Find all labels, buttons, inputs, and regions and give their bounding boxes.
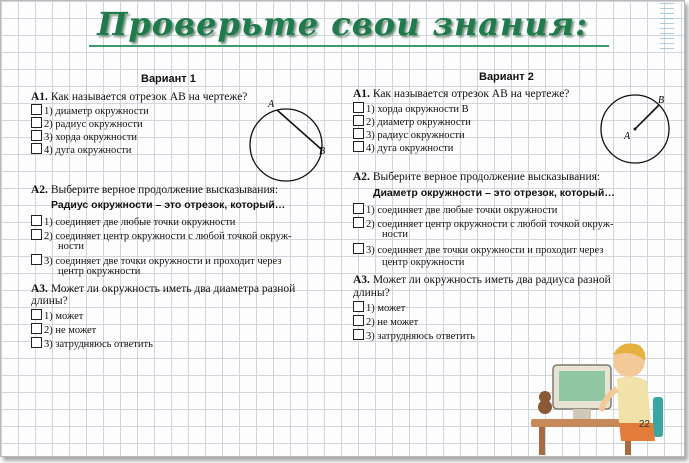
v1-a2-question [31,184,278,196]
v1-a3-question-cont: длины? [31,295,68,307]
checkbox[interactable] [31,229,42,240]
checkbox[interactable] [31,130,42,141]
child-shirt-icon [617,376,651,423]
v2-a3-option-2[interactable] [353,315,418,328]
checkbox[interactable] [353,141,364,152]
checkbox[interactable] [31,337,42,348]
option-label: 1) диаметр окружности [44,106,149,117]
checkbox[interactable] [31,215,42,226]
option-label: 3) затрудняюсь ответить [366,331,475,342]
option-label: 3) радиус окружности [366,130,465,141]
checkbox[interactable] [353,217,364,228]
variant-1-heading: Вариант 1 [141,73,196,85]
option-label: 4) дуга окружности [44,145,132,156]
v2-a2-text: Выберите верное продолжение высказывания: [372,171,601,183]
option-label: 1) соединяет две любые точки окружности [366,205,558,216]
v1-a2-option-2-cont: ности [58,241,84,252]
option-label: 1) соединяет две любые точки окружности [44,217,236,228]
v1-a1-option-2[interactable] [31,117,143,130]
option-label: 1) хорда окружности B [366,104,469,115]
v1-a2-option-3-cont: центр окружности [58,266,141,277]
point-b-label: B [658,95,665,106]
child-at-computer-illustration [521,331,684,456]
v1-circle-diagram [239,97,339,187]
option-label: 2) соединяет центр окружности с любой точкой окруж- [44,231,292,242]
variant-2-heading: Вариант 2 [479,71,534,83]
option-label: 3) затрудняюсь ответить [44,339,153,350]
point-a-label: A [624,131,631,142]
option-label: 2) соединяет центр окружности с любой точкой окруж- [366,219,614,230]
option-label: 3) соединяет две точки окружности и проходит через [366,245,604,256]
v1-a1-number: А1. [31,91,48,103]
v1-a3-option-3[interactable] [31,337,153,350]
monitor-stand-icon [573,409,591,419]
checkbox[interactable] [353,315,364,326]
v1-a3-number: А3. [31,283,48,295]
v1-a1-option-4[interactable] [31,143,131,156]
checkbox[interactable] [31,117,42,128]
checkbox[interactable] [31,254,42,265]
v1-a1-question [31,91,247,103]
checkbox[interactable] [353,102,364,113]
checkbox[interactable] [31,143,42,154]
v2-circle-diagram [587,89,683,169]
checkbox[interactable] [353,243,364,254]
point-b-label: B [319,146,326,157]
v2-a1-question [353,88,569,100]
segment-ab [635,105,659,129]
v1-a3-question [31,283,295,295]
v2-a3-option-3[interactable] [353,329,475,342]
title-underline [89,45,609,47]
v2-a1-option-4[interactable] [353,141,453,154]
v2-a3-number: А3. [353,274,370,286]
v1-a1-option-3[interactable] [31,130,137,143]
checkbox[interactable] [31,323,42,334]
v2-a2-option-2-cont: ности [382,229,408,240]
option-label: 2) не может [44,325,97,336]
v2-a3-question-cont: длины? [353,287,390,299]
v1-a3-option-2[interactable] [31,323,96,336]
checkbox[interactable] [353,115,364,126]
v1-a1-text: Как называется отрезок AB на чертеже? [50,91,248,103]
segment-ab [277,110,321,149]
monitor-screen-icon [559,371,605,401]
v2-a2-option-3-cont: центр окружности [382,257,465,268]
checkbox[interactable] [31,104,42,115]
option-label: 1) может [366,303,406,314]
teddy-bear-head-icon [539,391,551,403]
chair-icon [653,397,663,437]
v2-a1-option-1[interactable] [353,102,469,115]
v1-a2-option-1[interactable] [31,215,235,228]
option-label: 2) радиус окружности [44,119,143,130]
checkbox[interactable] [353,329,364,340]
checkbox[interactable] [353,203,364,214]
center-point [634,128,637,131]
v2-a3-question [353,274,611,286]
option-label: 2) не может [366,317,419,328]
v2-a1-number: А1. [353,88,370,100]
v1-a3-text: Может ли окружность иметь два диаметра разной [50,283,296,295]
v2-a2-statement: Диаметр окружности – это отрезок, который… [373,187,615,199]
v2-a2-question [353,171,600,183]
point-a-label: A [268,99,275,110]
v1-a3-option-1[interactable] [31,309,83,322]
v2-a3-option-1[interactable] [353,301,405,314]
option-label: 3) хорда окружности [44,132,138,143]
v1-a2-statement: Радиус окружности – это отрезок, который… [51,199,286,211]
option-label: 2) диаметр окружности [366,117,471,128]
v2-a3-text: Может ли окружность иметь два радиуса разной [372,274,611,286]
page-number: 22 [638,419,650,430]
checkbox[interactable] [31,309,42,320]
option-label: 1) может [44,311,84,322]
v2-a1-option-3[interactable] [353,128,465,141]
v2-a2-option-3[interactable] [353,243,603,256]
option-label: 3) соединяет две точки окружности и проходит через [44,256,282,267]
checkbox[interactable] [353,128,364,139]
page-title: Проверьте свои знания: [97,5,588,43]
v1-a2-text: Выберите верное продолжение высказывания: [50,184,279,196]
circle-shape [250,109,322,181]
option-label: 4) дуга окружности [366,143,454,154]
v2-a2-number: А2. [353,171,370,183]
v1-a1-option-1[interactable] [31,104,149,117]
v1-a2-number: А2. [31,184,48,196]
v2-a1-option-2[interactable] [353,115,471,128]
desk-leg-icon [539,427,545,455]
v2-a1-text: Как называется отрезок AB на чертеже? [372,88,570,100]
v2-a2-option-1[interactable] [353,203,557,216]
checkbox[interactable] [353,301,364,312]
